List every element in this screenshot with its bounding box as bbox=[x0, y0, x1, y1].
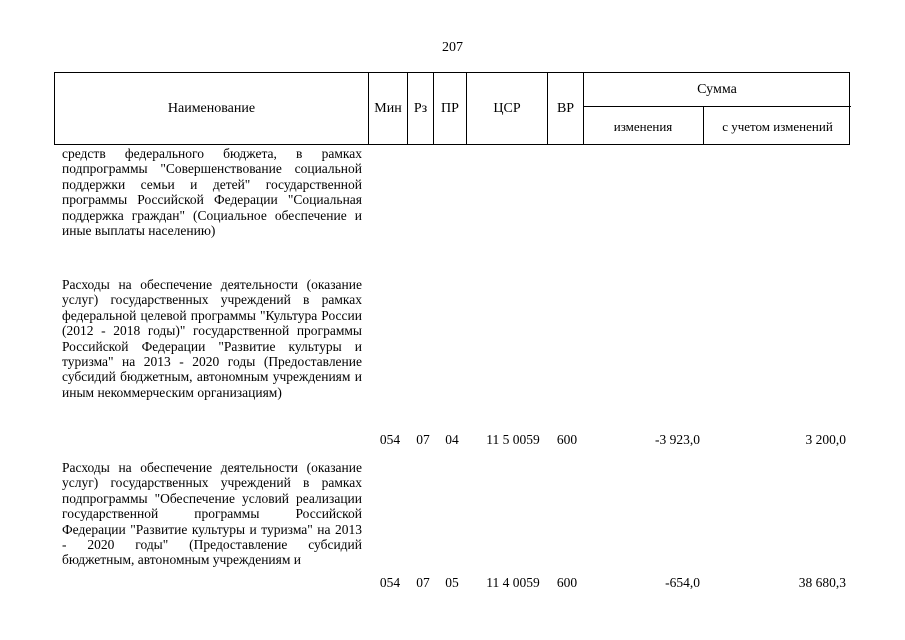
row-csr: 11 5 0059 bbox=[486, 432, 540, 447]
header-change: изменения bbox=[613, 118, 673, 134]
header-with-changes: с учетом изменений bbox=[722, 118, 833, 134]
row-total: 3 200,0 bbox=[805, 432, 846, 447]
header-vr: ВР bbox=[556, 100, 575, 116]
header-csr: ЦСР bbox=[493, 100, 521, 116]
row-csr: 11 4 0059 bbox=[486, 575, 540, 590]
row-change: -654,0 bbox=[665, 575, 700, 590]
table-header bbox=[54, 72, 850, 145]
row-name: средств федерального бюджета, в рамках подпрограммы "Совершенствование социальной поддержки семьи и детей" государственной программы Российской Федерации "Социальная поддержка граждан" (Социальное обеспечение и иные выплаты населению) bbox=[62, 146, 362, 239]
row-rz: 07 bbox=[416, 575, 430, 590]
row-pr: 05 bbox=[445, 575, 459, 590]
row-total: 38 680,3 bbox=[798, 575, 846, 590]
header-name: Наименование bbox=[167, 100, 256, 116]
header-pr: ПР bbox=[441, 100, 459, 116]
row-min: 054 bbox=[379, 575, 401, 590]
row-name: Расходы на обеспечение деятельности (оказание услуг) государственных учреждений в рамках подпрограммы "Обеспечение условий реализации государственной программы Российской Федерации "Развитие культуры и туризма" на 2013 - 2020 годы" (Предоставление субсидий бюджетным, автономным учреждениям и bbox=[62, 460, 362, 568]
row-vr: 600 bbox=[556, 575, 578, 590]
row-min: 054 bbox=[379, 432, 401, 447]
row-change: -3 923,0 bbox=[655, 432, 700, 447]
header-rz: Рз bbox=[413, 100, 428, 116]
row-name: Расходы на обеспечение деятельности (оказание услуг) государственных учреждений в рамках федеральной целевой программы "Культура России (2012 - 2018 годы)" государственной программы Российской Федерации "Развитие культуры и туризма" на 2013 - 2020 годы (Предоставление субсидий бюджетным, автономным учреждениям и иным некоммерческим организациям) bbox=[62, 277, 362, 400]
header-min: Мин bbox=[374, 100, 402, 116]
row-vr: 600 bbox=[556, 432, 578, 447]
header-summa: Сумма bbox=[583, 73, 851, 107]
page-number: 207 bbox=[442, 40, 463, 55]
row-pr: 04 bbox=[445, 432, 459, 447]
row-rz: 07 bbox=[416, 432, 430, 447]
